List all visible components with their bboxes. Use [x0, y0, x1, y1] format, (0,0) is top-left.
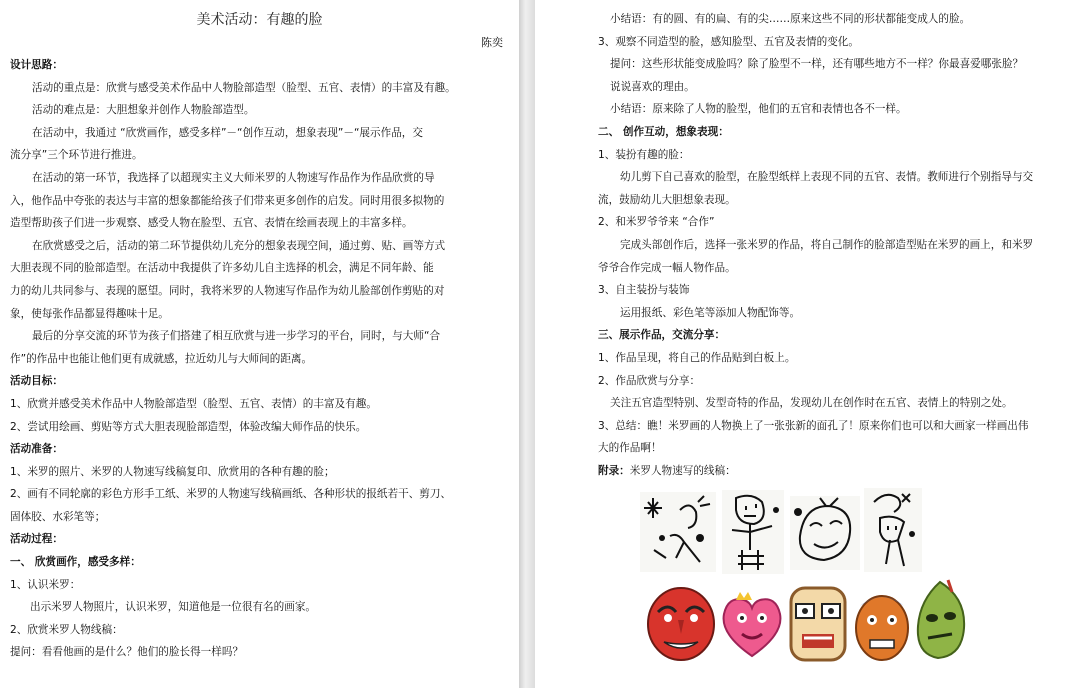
paragraph-line: 在欣赏感受之后，活动的第二环节提供幼儿充分的想象表现空间，通过剪、贴、画等方式: [32, 239, 446, 252]
author-name: 陈奕: [481, 36, 503, 49]
paragraph-line: 在活动中，我通过 “欣赏画作，感受多样”－“创作互动，想象表现”－“展示作品，交: [32, 126, 423, 139]
paragraph-line: 流分享”三个环节进行推进。: [10, 149, 143, 162]
summary-text: 小结语：原来除了人物的脸型，他们的五官和表情也各不一样。: [610, 103, 907, 116]
paragraph-line: 入，他作品中夸张的表达与丰富的想象都能给孩子们带来更多创作的启发。同时用很多拟物的: [10, 194, 445, 207]
question-text: 提问：看看他画的是什么？他们的脸长得一样吗？: [10, 646, 244, 659]
summary-text: 小结语：有的圆、有的扁、有的尖……原来这些不同的形状都能变成人的脸。: [610, 13, 971, 25]
sub-heading-share: 三、展示作品，交流分享：: [598, 329, 726, 342]
step-item: 3、观察不同造型的脸，感知脸型、五官及表情的变化。: [598, 35, 859, 48]
sub-heading-appreciate: 一、 欣赏画作，感受多样：: [10, 556, 141, 569]
paragraph-line: 在活动的第一环节，我选择了以超现实主义大师米罗的人物速写作品作为作品欣赏的导: [32, 171, 435, 184]
paragraph-line: 幼儿剪下自己喜欢的脸型，在脸型纸样上表现不同的五官、表情。教师进行个别指导与交: [620, 171, 1034, 184]
paragraph-line: 大胆表现不同的脸部造型。在活动中我提供了许多幼儿自主选择的机会，满足不同年龄、能: [10, 262, 434, 275]
question-text-cont: 说说喜欢的理由。: [610, 80, 695, 93]
prep-item-cont: 固体胶、水彩笔等；: [10, 510, 106, 523]
paragraph-line: 完成头部创作后，选择一张米罗的作品，将自己制作的脸部造型贴在米罗的画上，和米罗: [620, 238, 1034, 251]
step-item: 2、欣赏米罗人物线稿：: [10, 623, 123, 636]
miro-sketch-2: [722, 490, 784, 574]
mask-orange: [854, 590, 910, 662]
mask-pink: [718, 592, 786, 660]
document-page-left: [0, 0, 519, 688]
section-heading-design: 设计思路：: [10, 59, 63, 71]
mask-green: [912, 578, 968, 662]
paragraph-line: 力的幼儿共同参与、表现的愿望。同时，我将米罗的人物速写作品作为幼儿脸部创作剪贴的对: [10, 284, 445, 297]
appendix-text: 米罗人物速写的线稿：: [629, 464, 736, 477]
section-heading-process: 活动过程：: [10, 533, 63, 546]
step-item: 2、作品欣赏与分享：: [598, 374, 701, 387]
step-item: 1、认识米罗：: [10, 578, 81, 591]
paragraph-line: 作”的作品中也能让他们更有成就感，拉近幼儿与大师间的距离。: [10, 352, 313, 365]
step-item: 1、作品呈现，将自己的作品贴到白板上。: [598, 351, 796, 364]
miro-sketch-1: [640, 492, 716, 572]
step-item: 1、装扮有趣的脸：: [598, 148, 690, 161]
prep-item: 1、米罗的照片、米罗的人物速写线稿复印、欣赏用的各种有趣的脸；: [10, 465, 335, 478]
paragraph-line: 大的作品啊！: [598, 442, 662, 455]
document-title: 美术活动：有趣的脸: [196, 12, 323, 28]
step-item: 2、和米罗爷爷来 “合作”: [598, 216, 715, 229]
section-heading-prep: 活动准备：: [10, 443, 63, 456]
miro-sketch-4: [864, 488, 922, 572]
page-gutter: [519, 0, 535, 688]
key-text: 欣赏与感受美术作品中人物脸部造型（脸型、五官、表情）的丰富及有趣。: [106, 81, 456, 94]
goal-item: 2、尝试用绘画、剪贴等方式大胆表现脸部造型，体验改编大师作品的快乐。: [10, 420, 367, 433]
document-page-right: [535, 0, 1080, 688]
paragraph-line: 最后的分享交流的环节为孩子们搭建了相互欣赏与进一步学习的平台，同时，与大师“合: [32, 330, 441, 343]
mask-bread: [788, 584, 848, 664]
prep-item: 2、画有不同轮廓的彩色方形手工纸、米罗的人物速写线稿画纸、各种形状的报纸若干、剪刀、: [10, 488, 452, 501]
question-text: 提问：这些形状能变成脸吗？除了脸型不一样，还有哪些地方不一样？你最喜爱哪张脸？: [610, 58, 1024, 71]
paragraph-line: 造型帮助孩子们进一步观察、感受人物在脸型、五官、表情在绘画表现上的丰富多样。: [10, 217, 413, 230]
step-item: 3、自主装扮与装饰: [598, 284, 690, 297]
appendix-label: 附录：: [598, 464, 630, 477]
paragraph-line: 流，鼓励幼儿大胆想象表现。: [598, 193, 736, 206]
step-text: 出示米罗人物照片，认识米罗，知道他是一位很有名的画家。: [30, 601, 317, 614]
paragraph-line: 关注五官造型特别、发型奇特的作品，发现幼儿在创作时在五官、表情上的特别之处。: [610, 397, 1013, 410]
paragraph-line: 运用报纸、彩色笔等添加人物配饰等。: [620, 306, 801, 319]
paragraph-difficulty: [10, 99, 509, 122]
section-heading-goals: 活动目标：: [10, 375, 63, 388]
appendix-image-gallery: [598, 486, 1072, 688]
miro-sketch-3: [790, 496, 860, 570]
mask-red: [646, 586, 716, 662]
diff-text: 大胆想象并创作人物脸部造型。: [106, 104, 255, 117]
paragraph-line: 象，使每张作品都显得趣味十足。: [10, 307, 169, 320]
paragraph-key-point: [10, 77, 509, 100]
key-label: 活动的重点是：: [32, 81, 107, 94]
sub-heading-create: 二、 创作互动，想象表现：: [598, 125, 729, 138]
step-item: 3、总结：瞧！米罗画的人物换上了一张张新的面孔了！原来你们也可以和大画家一样画出伟: [598, 419, 1029, 432]
appendix-line: [598, 460, 1072, 483]
goal-item: 1、欣赏并感受美术作品中人物脸部造型（脸型、五官、表情）的丰富及有趣。: [10, 397, 377, 410]
diff-label: 活动的难点是：: [32, 104, 107, 117]
paragraph-line: 爷爷合作完成一幅人物作品。: [598, 261, 736, 274]
